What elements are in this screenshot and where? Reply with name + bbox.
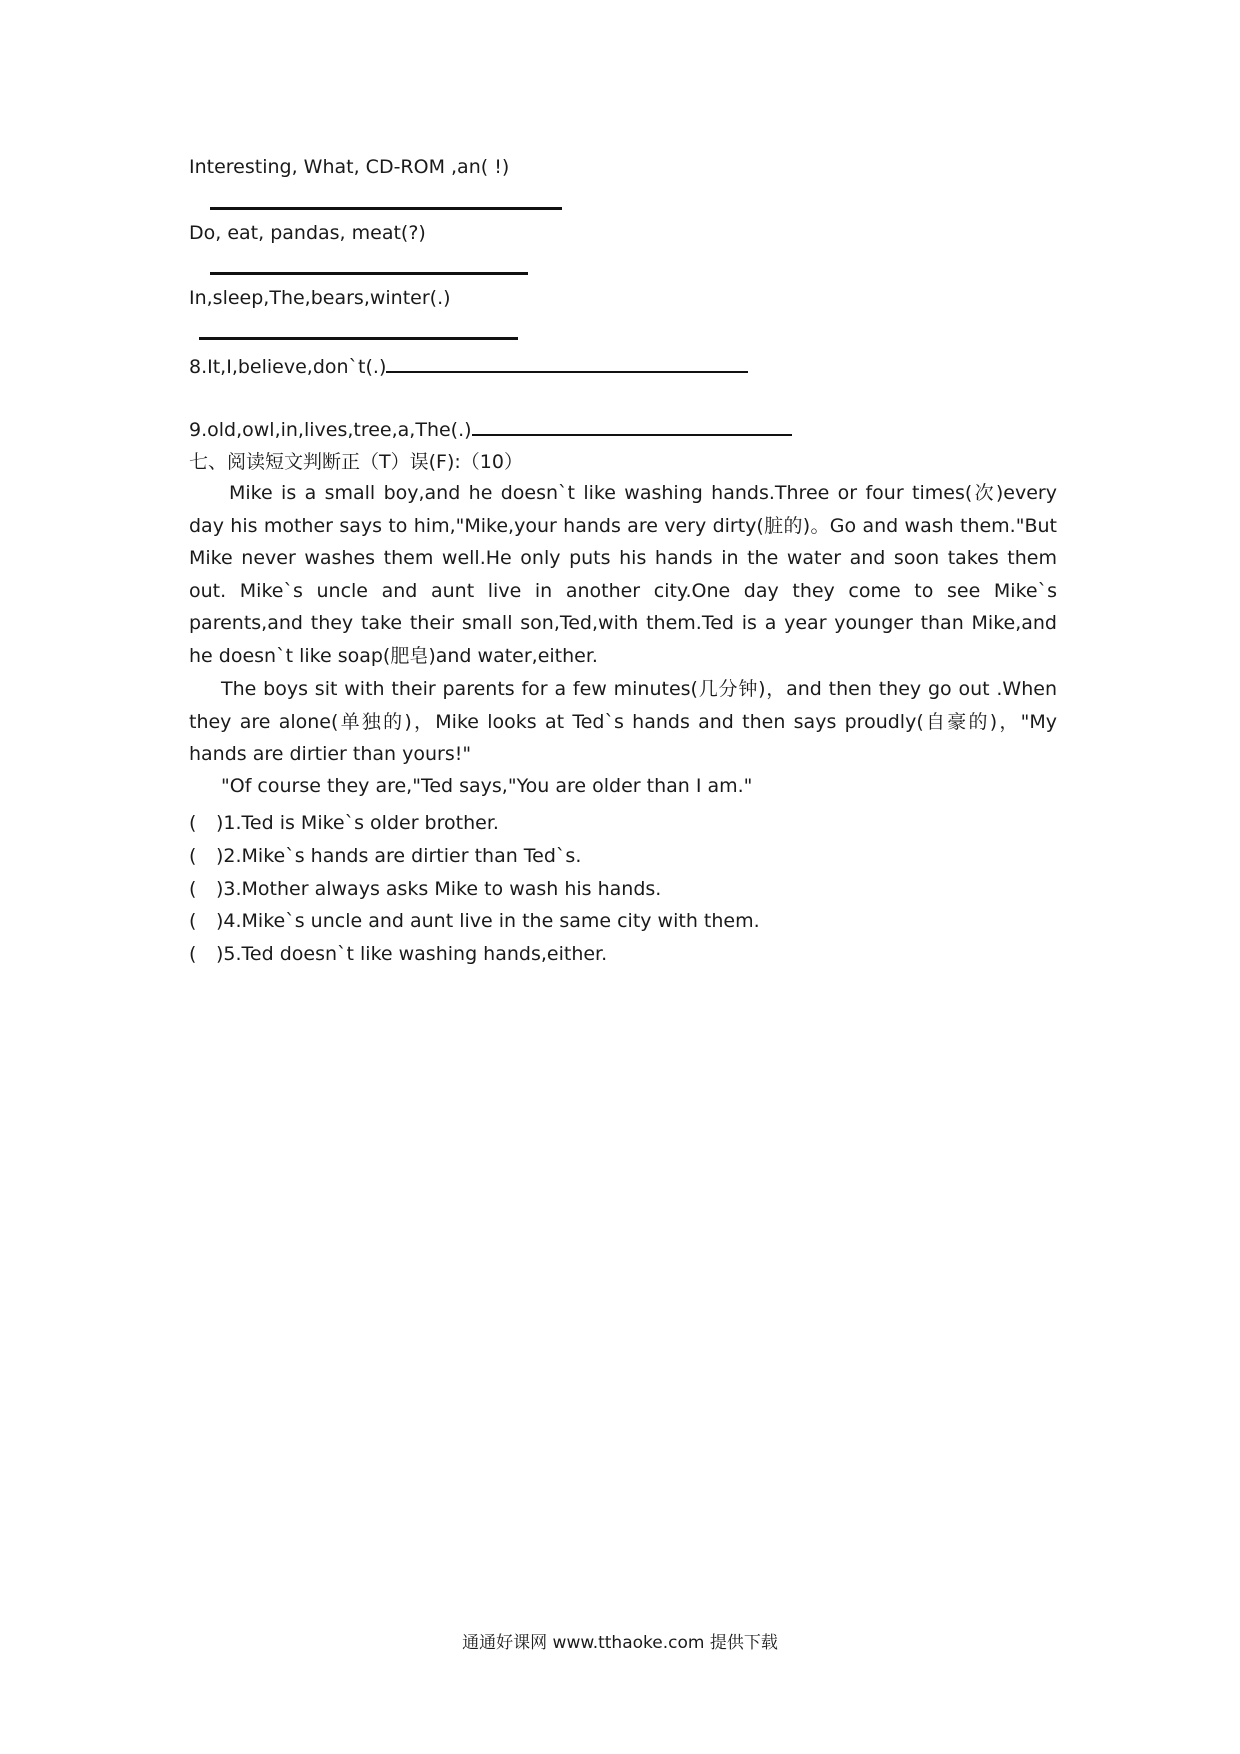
question-text: )1.Ted is Mike`s older brother. bbox=[216, 812, 499, 834]
section-heading: 七、阅读短文判断正（T）误(F):（10） bbox=[189, 451, 523, 473]
answer-line-a bbox=[210, 207, 562, 210]
reorder-item-b: Do, eat, pandas, meat(?) bbox=[189, 222, 426, 244]
answer-paren: ( bbox=[189, 943, 197, 965]
answer-line-b bbox=[210, 272, 528, 275]
answer-paren: ( bbox=[189, 812, 197, 834]
question-text: )2.Mike`s hands are dirtier than Ted`s. bbox=[216, 845, 582, 867]
reorder-item-8-text: 8.It,I,believe,don`t(.) bbox=[189, 356, 387, 378]
answer-paren: ( bbox=[189, 845, 197, 867]
question-4 bbox=[189, 909, 760, 933]
reorder-item-8 bbox=[189, 353, 748, 379]
passage-paragraph-1 bbox=[189, 477, 1057, 672]
question-3 bbox=[189, 877, 661, 901]
answer-line-c bbox=[199, 337, 518, 340]
answer-blank-8 bbox=[386, 353, 748, 373]
passage-paragraph-3-text: "Of course they are,"Ted says,"You are older than I am." bbox=[221, 775, 753, 797]
reorder-item-9 bbox=[189, 416, 792, 442]
question-text: )4.Mike`s uncle and aunt live in the same city with them. bbox=[216, 910, 760, 932]
passage-paragraph-1-text: Mike is a small boy,and he doesn`t like washing hands.Three or four times(次)every day his mother says to him,"Mike,your hands are very dirty(脏的)。Go and wash them."But Mike never washes them well.He only puts his hands in the water and soon takes them out. Mike`s uncle and aunt live in another city.One day they come to see Mike`s parents,and they take their small son,Ted,with them.Ted is a year younger than Mike,and he doesn`t like soap(肥皂)and water,either. bbox=[189, 482, 1057, 667]
reorder-item-c: In,sleep,The,bears,winter(.) bbox=[189, 287, 451, 309]
answer-blank-9 bbox=[472, 416, 792, 436]
question-text: )3.Mother always asks Mike to wash his hands. bbox=[216, 878, 662, 900]
passage-paragraph-3 bbox=[189, 770, 1057, 803]
question-2 bbox=[189, 844, 581, 868]
passage-paragraph-2 bbox=[189, 673, 1057, 771]
answer-paren: ( bbox=[189, 910, 197, 932]
question-5 bbox=[189, 942, 607, 966]
reorder-item-9-text: 9.old,owl,in,lives,tree,a,The(.) bbox=[189, 419, 472, 441]
answer-paren: ( bbox=[189, 878, 197, 900]
page-footer: 通通好课网 www.tthaoke.com 提供下载 bbox=[462, 1633, 778, 1653]
reorder-item-a: Interesting, What, CD-ROM ,an( !) bbox=[189, 156, 510, 178]
question-1 bbox=[189, 811, 499, 835]
question-text: )5.Ted doesn`t like washing hands,either. bbox=[216, 943, 608, 965]
passage-paragraph-2-text: The boys sit with their parents for a few minutes(几分钟)，and then they go out .When they are alone(单独的)，Mike looks at Ted`s hands and then says proudly(自豪的)，"My hands are dirtier than yours!" bbox=[189, 678, 1057, 765]
